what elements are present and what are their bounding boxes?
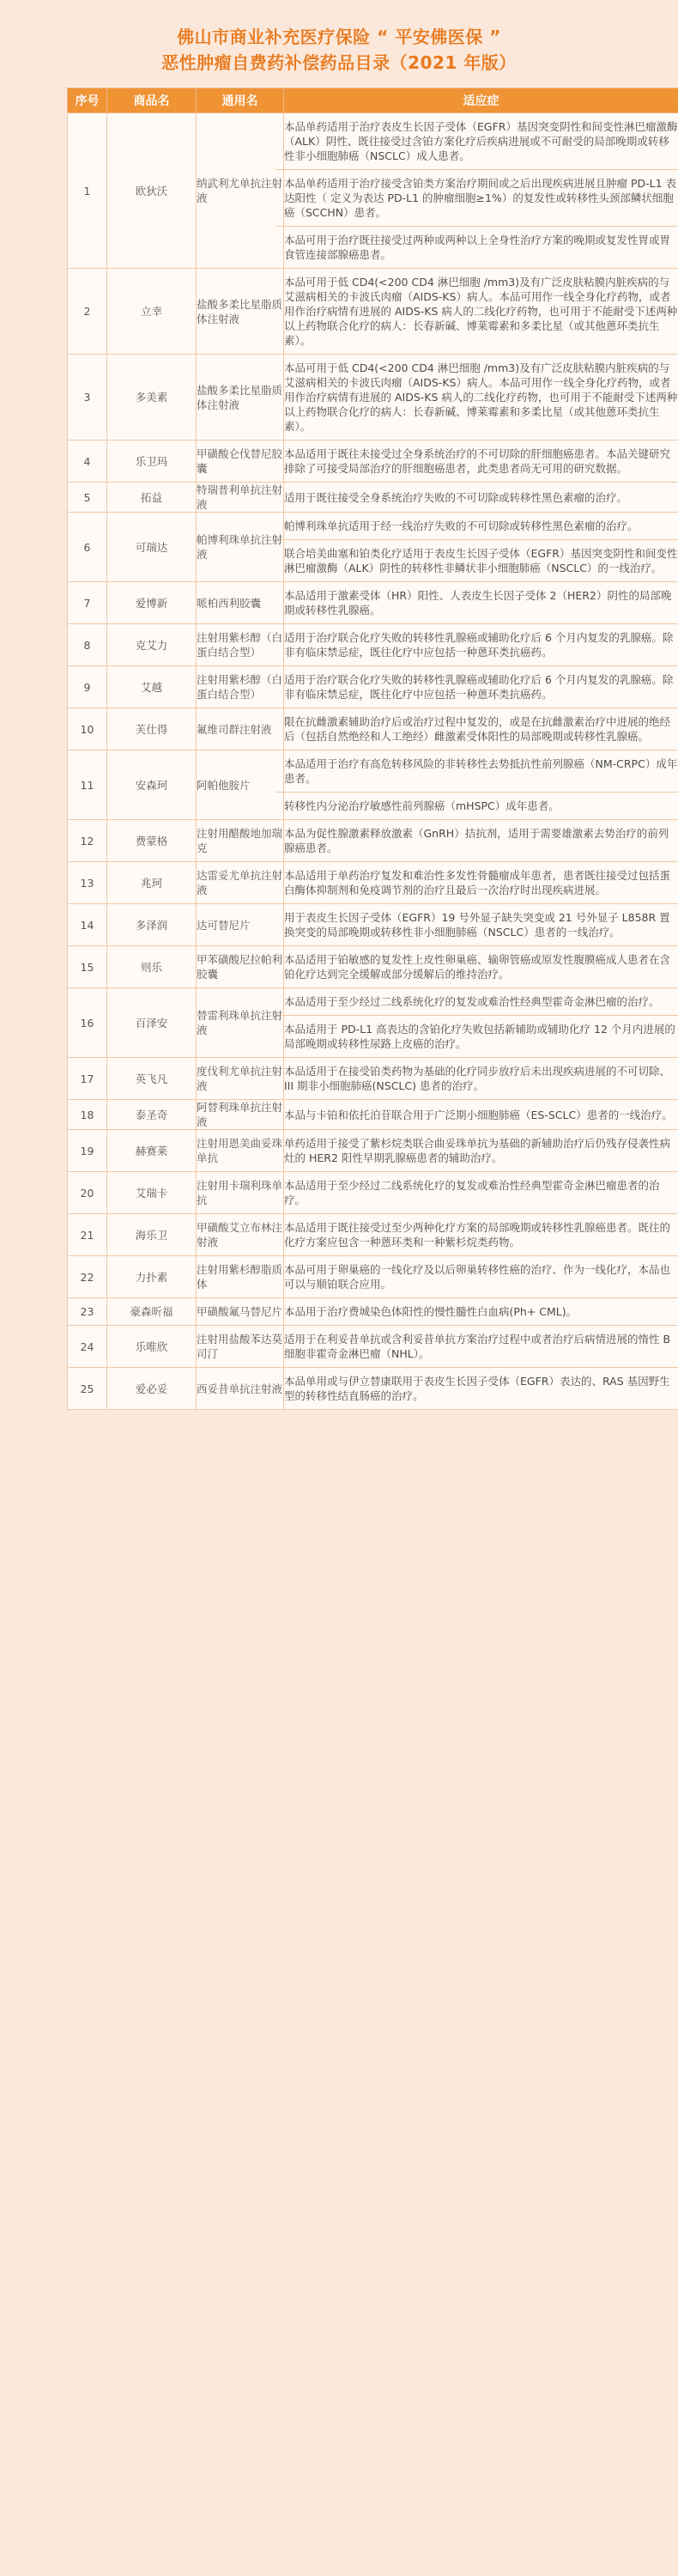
table-header-row — [68, 88, 678, 113]
indication-cell — [284, 1368, 678, 1410]
generic-name: 达可替尼片 — [197, 904, 284, 946]
generic-name: 阿替利珠单抗注射液 — [197, 1101, 283, 1128]
indication-text: 本品适用于至少经过二线系统化疗的复发或难治性经典型霍奇金淋巴瘤的治疗。 — [284, 995, 660, 1008]
generic-name: 注射用盐酸苯达莫司汀 — [197, 1326, 284, 1368]
row-number: 5 — [68, 483, 107, 513]
indication-cell — [284, 1100, 678, 1130]
trade-name: 兆珂 — [107, 862, 197, 904]
indication-text: 适用于治疗联合化疗失败的转移性乳腺癌或辅助化疗后 6 个月内复发的乳腺癌。除非有临床禁忌症，既往化疗中应包括一种蒽环类抗癌药。 — [284, 631, 674, 659]
table-row — [68, 582, 678, 624]
row-number: 20 — [68, 1172, 107, 1214]
indication-text: 联合培美曲塞和铂类化疗适用于表皮生长因子受体（EGFR）基因突变阴性和间变性淋巴瘤激酶（ALK）阴性的转移性非鳞状非小细胞肺癌（NSCLC）的一线治疗。 — [275, 539, 678, 581]
generic-name: 注射用醋酸地加瑞克 — [197, 820, 284, 862]
indication-cell — [284, 624, 678, 666]
indication-text: 本品用于治疗费城染色体阳性的慢性髓性白血病(Ph+ CML)。 — [284, 1305, 578, 1318]
indication-text: 单药适用于接受了紫杉烷类联合曲妥珠单抗为基础的新辅助治疗后仍残存侵袭性病灶的 HER2 阳性早期乳腺癌患者的辅助治疗。 — [284, 1137, 671, 1164]
table-row — [68, 113, 678, 269]
table-row — [68, 666, 678, 708]
row-number: 22 — [68, 1256, 107, 1298]
trade-name: 英飞凡 — [107, 1058, 197, 1100]
row-number: 25 — [68, 1368, 107, 1410]
table-body — [68, 113, 678, 1410]
table-row — [68, 862, 678, 904]
indication-text: 限在抗雌激素辅助治疗后或治疗过程中复发的，或是在抗雌激素治疗中进展的绝经后（包括自然绝经和人工绝经）雌激素受体阳性的局部晚期或转移性乳腺癌。 — [284, 715, 671, 743]
row-number: 24 — [68, 1326, 107, 1368]
generic-name: 盐酸多柔比星脂质体注射液 — [197, 269, 284, 355]
indication-text: 帕博利珠单抗适用于经一线治疗失败的不可切除或转移性黑色素瘤的治疗。 — [284, 519, 639, 532]
indication-text: 本品单药适用于治疗接受含铂类方案治疗期间或之后出现疾病进展且肿瘤 PD-L1 表达阳性（ 定义为表达 PD-L1 的肿瘤细胞≥1%）的复发性或转移性头颈部鳞状细胞癌（SCCHN）患者。 — [275, 169, 678, 226]
table-row — [68, 624, 678, 666]
row-number: 18 — [68, 1100, 107, 1130]
indication-cell — [284, 440, 678, 483]
table-row — [68, 1172, 678, 1214]
trade-name: 艾瑞卡 — [107, 1172, 197, 1214]
table-row — [68, 1058, 678, 1100]
generic-name: 注射用恩美曲妥珠单抗 — [197, 1130, 284, 1172]
table-row — [68, 269, 678, 355]
generic-name: 哌柏西利胶囊 — [197, 582, 284, 624]
trade-name: 克艾力 — [107, 624, 197, 666]
generic-name: 阿帕他胺片 — [197, 750, 284, 820]
indication-text: 用于表皮生长因子受体（EGFR）19 号外显子缺失突变或 21 号外显子 L858R 置换突变的局部晚期或转移性非小细胞肺癌（NSCLC）患者的一线治疗。 — [284, 911, 670, 939]
trade-name: 爱必妥 — [107, 1368, 197, 1410]
page-title: 佛山市商业补充医疗保险 “ 平安佛医保 ” — [177, 27, 501, 47]
table-row — [68, 483, 678, 513]
drug-table — [67, 88, 678, 1410]
indication-text: 本品可用于治疗既往接受过两种或两种以上全身性治疗方案的晚期或复发性胃或胃食管连接部腺癌患者。 — [275, 226, 678, 268]
trade-name: 力扑素 — [107, 1256, 197, 1298]
generic-name: 注射用紫杉醇脂质体 — [197, 1256, 284, 1298]
generic-name: 替雷利珠单抗注射液 — [197, 988, 284, 1058]
trade-name: 爱博新 — [107, 582, 197, 624]
generic-name: 注射用紫杉醇（白蛋白结合型） — [197, 666, 284, 708]
table-row — [68, 708, 678, 750]
generic-name: 甲苯磺酸尼拉帕利胶囊 — [197, 946, 284, 988]
table-row — [68, 750, 678, 820]
row-number: 3 — [68, 355, 107, 440]
trade-name: 则乐 — [107, 946, 197, 988]
trade-name: 拓益 — [107, 483, 197, 513]
table-row — [68, 820, 678, 862]
header-generic-name: 通用名 — [197, 88, 284, 113]
header-indication: 适应症 — [284, 88, 678, 113]
indication-cell — [284, 988, 678, 1058]
row-number: 10 — [68, 708, 107, 750]
generic-name: 特瑞普利单抗注射液 — [197, 483, 283, 511]
indication-cell — [284, 582, 678, 624]
trade-name: 安森珂 — [107, 750, 197, 820]
table-row — [68, 513, 678, 582]
indication-cell — [284, 1256, 678, 1298]
table-row — [68, 1256, 678, 1298]
row-number: 8 — [68, 624, 107, 666]
table-row — [68, 355, 678, 440]
generic-name: 氟维司群注射液 — [197, 708, 284, 750]
indication-text: 本品适用于既往接受过至少两种化疗方案的局部晚期或转移性乳腺癌患者。既往的化疗方案应包含一种蒽环类和一种紫杉烷类药物。 — [284, 1221, 671, 1249]
page-subtitle: 恶性肿瘤自费药补偿药品目录（2021 年版） — [161, 52, 517, 73]
indication-cell — [284, 483, 678, 513]
indication-text: 本品适用于 PD-L1 高表达的含铂化疗失败包括新辅助或辅助化疗 12 个月内进展的局部晚期或转移性尿路上皮癌的治疗。 — [275, 1015, 678, 1057]
row-number: 7 — [68, 582, 107, 624]
generic-name: 盐酸多柔比星脂质体注射液 — [197, 355, 284, 440]
row-number: 19 — [68, 1130, 107, 1172]
indication-text: 本品适用于在接受铂类药物为基础的化疗同步放疗后未出现疾病进展的不可切除、III 期非小细胞肺癌(NSCLC) 患者的治疗。 — [284, 1065, 671, 1092]
row-number: 4 — [68, 440, 107, 483]
table-row — [68, 1130, 678, 1172]
table-row — [68, 1298, 678, 1326]
trade-name: 海乐卫 — [107, 1214, 197, 1256]
header-no: 序号 — [68, 88, 107, 113]
generic-name: 甲磺酸氟马替尼片 — [197, 1298, 284, 1326]
indication-cell — [284, 708, 678, 750]
indication-cell — [284, 1172, 678, 1214]
trade-name: 立幸 — [107, 269, 197, 355]
indication-text: 本品为促性腺激素释放激素（GnRH）拮抗剂，适用于需要雄激素去势治疗的前列腺癌患者。 — [284, 827, 669, 854]
row-number: 23 — [68, 1298, 107, 1326]
indication-text: 适用于既往接受全身系统治疗失败的不可切除或转移性黑色素瘤的治疗。 — [284, 490, 628, 504]
indication-cell — [284, 1326, 678, 1368]
row-number: 21 — [68, 1214, 107, 1256]
generic-name: 甲磺酸仑伐替尼胶囊 — [197, 440, 284, 483]
row-number: 17 — [68, 1058, 107, 1100]
table-row — [68, 946, 678, 988]
indication-text: 转移性内分泌治疗敏感性前列腺癌（mHSPC）成年患者。 — [275, 792, 678, 819]
indication-text: 本品适用于激素受体（HR）阳性、人表皮生长因子受体 2（HER2）阴性的局部晚期或转移性乳腺癌。 — [284, 589, 672, 617]
indication-cell — [284, 820, 678, 862]
indication-cell — [284, 513, 678, 582]
trade-name: 豪森昕福 — [107, 1298, 197, 1326]
indication-cell — [284, 269, 678, 355]
indication-text: 本品适用于单药治疗复发和难治性多发性骨髓瘤成年患者，患者既往接受过包括蛋白酶体抑制剂和免疫调节剂的治疗且最后一次治疗时出现疾病进展。 — [284, 869, 671, 896]
row-number: 16 — [68, 988, 107, 1058]
indication-text: 本品适用于至少经过二线系统化疗的复发或难治性经典型霍奇金淋巴瘤患者的治疗。 — [284, 1179, 660, 1206]
generic-name: 甲磺酸艾立布林注射液 — [197, 1214, 284, 1256]
indication-text: 本品与卡铂和依托泊苷联合用于广泛期小细胞肺癌（ES-SCLC）患者的一线治疗。 — [284, 1108, 673, 1121]
indication-text: 本品适用于既往未接受过全身系统治疗的不可切除的肝细胞癌患者。本品关键研究排除了可接受局部治疗的肝细胞癌患者，此类患者尚无可用的研究数据。 — [284, 447, 671, 475]
indication-text: 本品适用于铂敏感的复发性上皮性卵巢癌、输卵管癌或原发性腹膜癌成人患者在含铂化疗达到完全缓解或部分缓解后的维持治疗。 — [284, 953, 671, 981]
indication-cell — [284, 1130, 678, 1172]
title-block — [0, 0, 678, 76]
trade-name: 百泽安 — [107, 988, 197, 1058]
table-row — [68, 988, 678, 1058]
indication-text: 本品可用于卵巢癌的一线化疗及以后卵巢转移性癌的治疗、作为一线化疗，本品也可以与顺铂联合应用。 — [284, 1263, 671, 1291]
indication-text: 适用于治疗联合化疗失败的转移性乳腺癌或辅助化疗后 6 个月内复发的乳腺癌。除非有临床禁忌症，既往化疗中应包括一种蒽环类抗癌药。 — [284, 673, 674, 701]
row-number: 2 — [68, 269, 107, 355]
trade-name: 泰圣奇 — [107, 1100, 197, 1130]
row-number: 13 — [68, 862, 107, 904]
row-number: 6 — [68, 513, 107, 582]
indication-cell — [284, 113, 678, 269]
generic-name: 度伐利尤单抗注射液 — [197, 1058, 284, 1100]
trade-name: 赫赛莱 — [107, 1130, 197, 1172]
generic-name: 注射用卡瑞利珠单抗 — [197, 1172, 284, 1214]
row-number: 1 — [68, 113, 107, 269]
indication-text: 本品适用于治疗有高危转移风险的非转移性去势抵抗性前列腺癌（NM-CRPC）成年患者。 — [284, 757, 678, 785]
row-number: 12 — [68, 820, 107, 862]
row-number: 11 — [68, 750, 107, 820]
trade-name: 芙仕得 — [107, 708, 197, 750]
trade-name: 欧狄沃 — [107, 113, 197, 269]
header-trade-name: 商品名 — [107, 88, 197, 113]
indication-text: 本品可用于低 CD4(<200 CD4 淋巴细胞 /mm3)及有广泛皮肤粘膜内脏疾病的与艾滋病相关的卡波氏肉瘤（AIDS-KS）病人。本品可用作一线全身化疗药物，或者用作治疗病情有进展的 AIDS-KS 病人的二线化疗药物，也可用于不能耐受下述两种以上药物联合化疗的病人：长春新碱、博莱霉素和多柔比星（或其他蒽环类抗生素）。 — [284, 361, 678, 433]
row-number: 15 — [68, 946, 107, 988]
generic-name: 西妥昔单抗注射液 — [197, 1368, 284, 1410]
generic-name: 达雷妥尤单抗注射液 — [197, 862, 284, 904]
trade-name: 艾越 — [107, 666, 197, 708]
indication-cell — [284, 666, 678, 708]
table-row — [68, 1100, 678, 1130]
trade-name: 费蒙格 — [107, 820, 197, 862]
indication-cell — [284, 1214, 678, 1256]
row-number: 14 — [68, 904, 107, 946]
generic-name: 帕博利珠单抗注射液 — [197, 513, 284, 582]
trade-name: 乐唯欣 — [107, 1326, 197, 1368]
indication-text: 适用于在利妥昔单抗或含利妥昔单抗方案治疗过程中或者治疗后病情进展的惰性 B 细胞非霍奇金淋巴瘤（NHL）。 — [284, 1333, 671, 1360]
indication-cell — [284, 355, 678, 440]
indication-text: 本品单药适用于治疗表皮生长因子受体（EGFR）基因突变阴性和间变性淋巴瘤激酶（ALK）阴性、既往接受过含铂方案化疗后疾病进展或不可耐受的局部晚期或转移性非小细胞肺癌（NSCLC）成人患者。 — [284, 120, 678, 162]
trade-name: 多美素 — [107, 355, 197, 440]
indication-cell — [284, 862, 678, 904]
table-row — [68, 1326, 678, 1368]
indication-cell — [284, 750, 678, 820]
trade-name: 多泽润 — [107, 904, 197, 946]
generic-name: 注射用紫杉醇（白蛋白结合型） — [197, 624, 284, 666]
row-number: 9 — [68, 666, 107, 708]
trade-name: 乐卫玛 — [107, 440, 197, 483]
indication-cell — [284, 904, 678, 946]
indication-cell — [284, 1298, 678, 1326]
trade-name: 可瑞达 — [107, 513, 197, 582]
indication-text: 本品可用于低 CD4(<200 CD4 淋巴细胞 /mm3)及有广泛皮肤粘膜内脏疾病的与艾滋病相关的卡波氏肉瘤（AIDS-KS）病人。本品可用作一线全身化疗药物，或者用作治疗病情有进展的 AIDS-KS 病人的二线化疗药物，也可用于不能耐受下述两种以上药物联合化疗的病人：长春新碱、博莱霉素和多柔比星（或其他蒽环类抗生素）。 — [284, 276, 678, 347]
indication-cell — [284, 1058, 678, 1100]
generic-name: 纳武利尤单抗注射液 — [197, 113, 284, 269]
table-row — [68, 1214, 678, 1256]
indication-cell — [284, 946, 678, 988]
table-row — [68, 440, 678, 483]
indication-text: 本品单用或与伊立替康联用于表皮生长因子受体（EGFR）表达的、RAS 基因野生型的转移性结直肠癌的治疗。 — [284, 1375, 670, 1402]
table-row — [68, 904, 678, 946]
table-row — [68, 1368, 678, 1410]
